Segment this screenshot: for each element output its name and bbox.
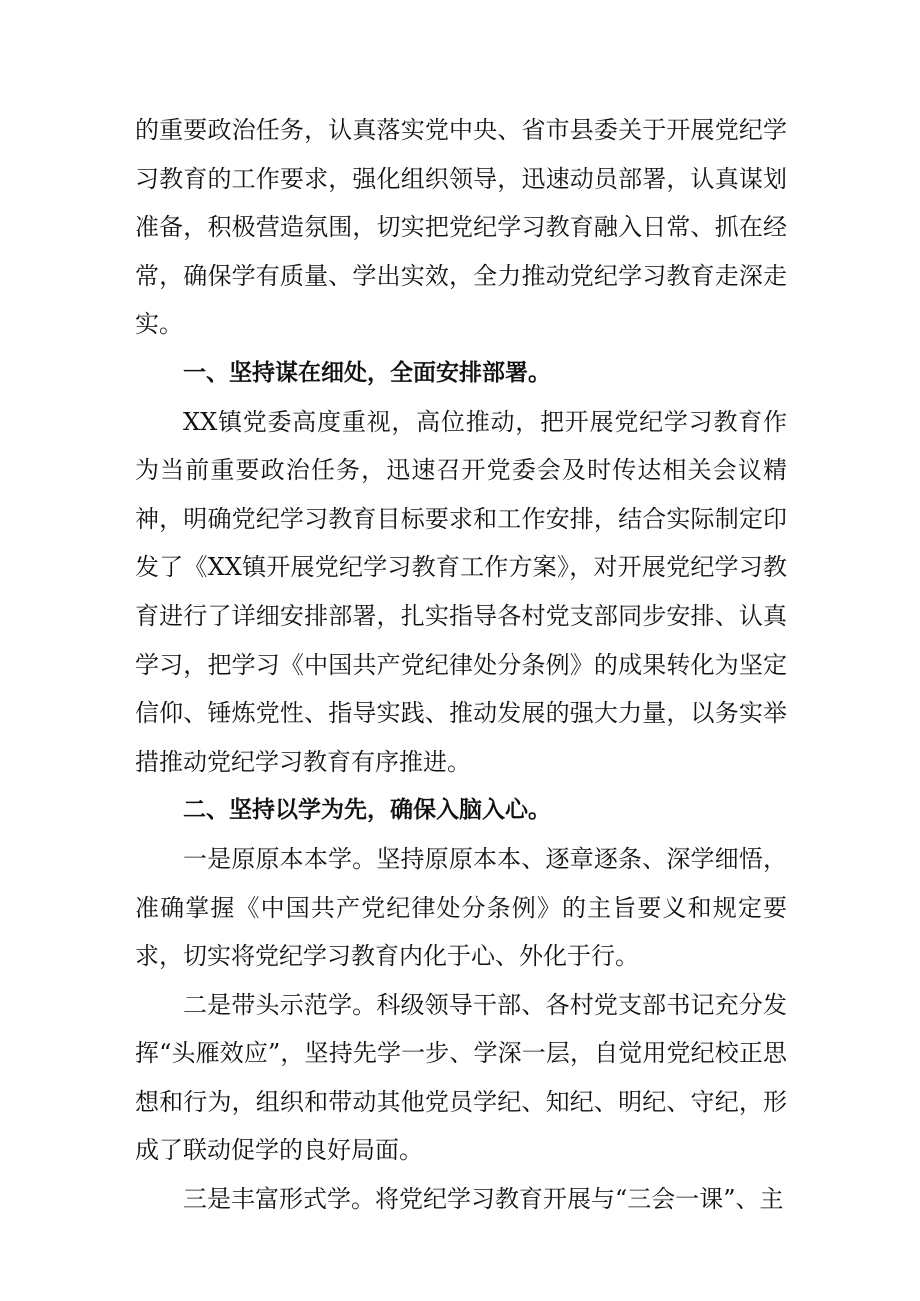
section-1-paragraph: XX镇党委高度重视，高位推动，把开展党纪学习教育作为当前重要政治任务，迅速召开党委会及时传达相关会议精神，明确党纪学习教育目标要求和工作安排，结合实际制定印发了《XX镇开展党纪学习教育工作方案》，对开展党纪学习教育进行了详细安排部署，扎实指导各村党支部同步安排、认真学习，把学习《中国共产党纪律处分条例》的成果转化为坚定信仰、锤炼党性、指导实践、推动发展的强大力量，以务实举措推动党纪学习教育有序推进。	[135, 407, 787, 776]
section-2-paragraph-1: 一是原原本本学。坚持原原本本、逐章逐条、深学细悟，准确掌握《中国共产党纪律处分条例》的主旨要义和规定要求，切实将党纪学习教育内化于心、外化于行。	[135, 844, 787, 971]
section-1-heading: 一、坚持谋在细处，全面安排部署。	[183, 359, 551, 386]
section-2-paragraph-2: 二是带头示范学。科级领导干部、各村党支部书记充分发挥“头雁效应”，坚持先学一步、学深一层，自觉用党纪校正思想和行为，组织和带动其他党员学纪、知纪、明纪、守纪，形成了联动促学的良好局面。	[135, 990, 787, 1165]
section-2-heading: 二、坚持以学为先，确保入脑入心。	[183, 797, 551, 824]
section-2-paragraph-3: 三是丰富形式学。将党纪学习教育开展与“三会一课”、主	[183, 1185, 784, 1214]
intro-paragraph: 的重要政治任务，认真落实党中央、省市县委关于开展党纪学习教育的工作要求，强化组织领导，迅速动员部署，认真谋划准备，积极营造氛围，切实把党纪学习教育融入日常、抓在经常，确保学有质量、学出实效，全力推动党纪学习教育走深走实。	[135, 116, 787, 339]
document-body	[135, 106, 787, 1224]
